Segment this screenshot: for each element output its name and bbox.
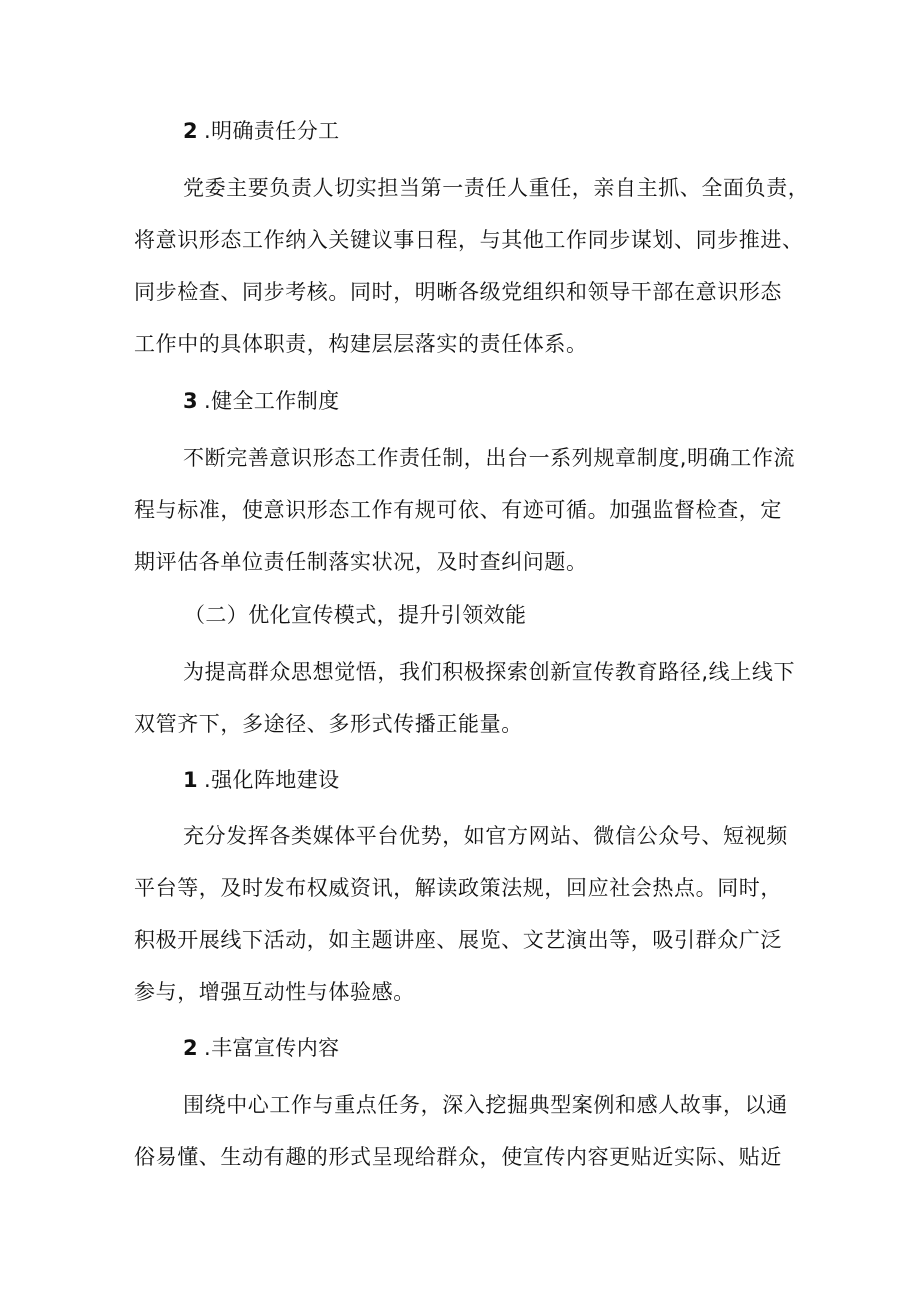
paragraph-line: 平台等，及时发布权威资讯，解读政策法规，回应社会热点。同时， bbox=[134, 876, 782, 900]
heading-position-building bbox=[183, 766, 340, 794]
paragraph-line: 为提高群众思想觉悟，我们积极探索创新宣传教育路径,线上线下 bbox=[183, 660, 796, 684]
paragraph-line: 程与标准，使意识形态工作有规可依、有迹可循。加强监督检查，定 bbox=[134, 498, 782, 522]
heading-enrich-content bbox=[183, 1034, 340, 1062]
paragraph-line: 参与，增强互动性与体验感。 bbox=[134, 980, 415, 1004]
heading-work-system bbox=[183, 387, 340, 415]
paragraph-line: 充分发挥各类媒体平台优势，如官方网站、微信公众号、短视频 bbox=[183, 824, 788, 848]
paragraph-line: 工作中的具体职责，构建层层落实的责任体系。 bbox=[134, 332, 588, 356]
paragraph-line: 将意识形态工作纳入关键议事日程，与其他工作同步谋划、同步推进、 bbox=[134, 228, 804, 252]
paragraph-line: 期评估各单位责任制落实状况，及时查纠问题。 bbox=[134, 550, 588, 574]
heading-text: .强化阵地建设 bbox=[204, 768, 340, 792]
heading-number: 1 bbox=[183, 768, 199, 792]
paragraph-line: 党委主要负责人切实担当第一责任人重任，亲自主抓、全面负责， bbox=[183, 176, 810, 200]
section-heading: （二）优化宣传模式，提升引领效能 bbox=[184, 603, 527, 627]
heading-text: .健全工作制度 bbox=[204, 389, 340, 413]
heading-number: 2 bbox=[183, 119, 199, 143]
paragraph-line: 同步检查、同步考核。同时，明晰各级党组织和领导干部在意识形态 bbox=[134, 280, 782, 304]
heading-number: 3 bbox=[183, 389, 199, 413]
heading-number: 2 bbox=[183, 1036, 199, 1060]
paragraph-line: 围绕中心工作与重点任务，深入挖掘典型案例和感人故事，以通 bbox=[183, 1093, 788, 1117]
paragraph-line: 不断完善意识形态工作责任制，出台一系列规章制度,明确工作流 bbox=[183, 446, 796, 470]
heading-text: .明确责任分工 bbox=[204, 119, 340, 143]
paragraph-line: 积极开展线下活动，如主题讲座、展览、文艺演出等，吸引群众广泛 bbox=[134, 928, 782, 952]
paragraph-line: 俗易懂、生动有趣的形式呈现给群众，使宣传内容更贴近实际、贴近 bbox=[134, 1145, 782, 1169]
heading-responsibility-division bbox=[183, 117, 340, 145]
paragraph-line: 双管齐下，多途径、多形式传播正能量。 bbox=[134, 712, 523, 736]
heading-text: .丰富宣传内容 bbox=[204, 1036, 340, 1060]
